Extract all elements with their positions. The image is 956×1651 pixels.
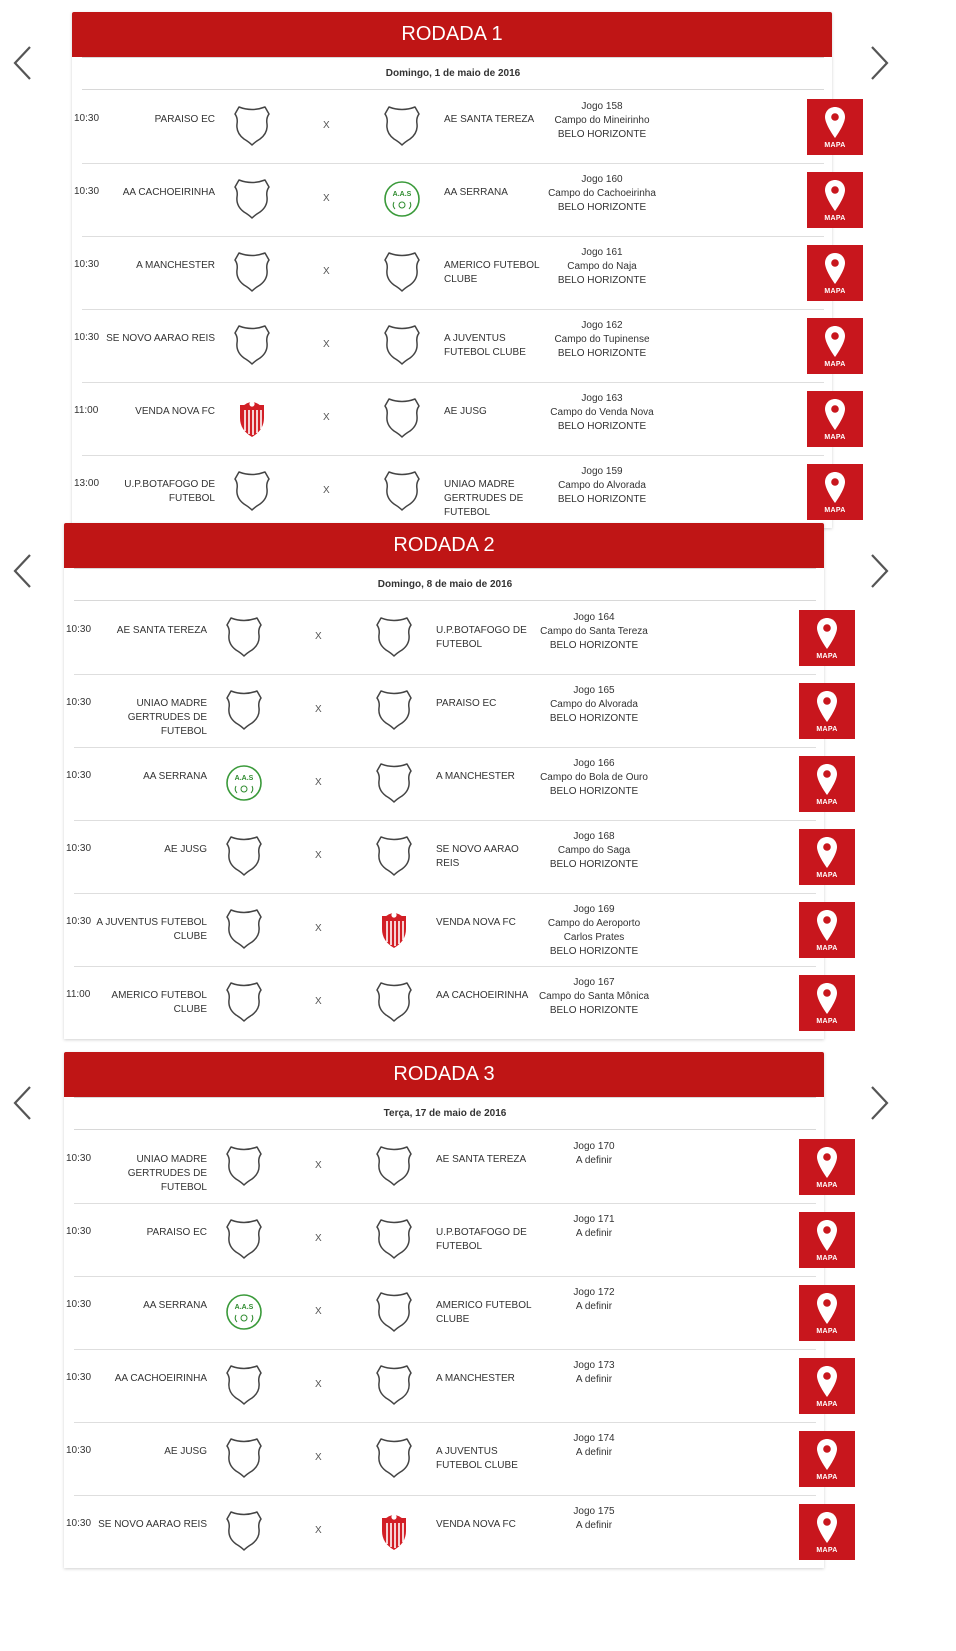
match-number: Jogo 165 xyxy=(573,685,615,696)
map-pin-icon xyxy=(823,106,847,140)
match-city: BELO HORIZONTE xyxy=(549,1005,639,1016)
map-pin-icon xyxy=(823,471,847,505)
away-team-name: SE NOVO AARAO REIS xyxy=(436,844,519,869)
match-time: 10:30 xyxy=(66,916,92,927)
versus-label: X xyxy=(315,1379,322,1390)
chevron-left-icon xyxy=(10,552,34,590)
match-info xyxy=(534,830,654,872)
round-date: Terça, 17 de maio de 2016 xyxy=(74,1097,816,1130)
match-venue: A definir xyxy=(575,1374,613,1385)
home-team-crest-icon xyxy=(224,1290,264,1334)
map-button-label: MAPA xyxy=(816,1017,838,1025)
away-team-crest-icon xyxy=(382,469,422,513)
map-button-label: MAPA xyxy=(824,506,846,514)
away-team-name: AE SANTA TEREZA xyxy=(444,114,535,125)
versus-label: X xyxy=(315,777,322,788)
home-team-crest-icon xyxy=(224,761,264,805)
map-button[interactable] xyxy=(807,99,863,155)
versus-label: X xyxy=(315,850,322,861)
map-button-label: MAPA xyxy=(824,433,846,441)
match-row xyxy=(72,90,846,163)
home-team-crest-icon xyxy=(232,469,272,513)
match-venue: Campo do Naja xyxy=(567,261,637,272)
map-button[interactable] xyxy=(799,1212,855,1268)
match-number: Jogo 167 xyxy=(573,977,615,988)
away-team-crest-icon xyxy=(374,980,414,1024)
match-info xyxy=(534,1213,654,1241)
home-team-name: AA SERRANA xyxy=(143,1300,207,1311)
home-team-name: AA CACHOEIRINHA xyxy=(122,187,215,198)
match-city: BELO HORIZONTE xyxy=(549,786,639,797)
match-row xyxy=(64,1422,838,1495)
map-button-label: MAPA xyxy=(816,871,838,879)
map-button[interactable] xyxy=(799,1358,855,1414)
match-time: 10:30 xyxy=(74,332,100,343)
match-row xyxy=(64,601,838,674)
match-time: 10:30 xyxy=(74,186,100,197)
match-info xyxy=(542,100,662,142)
match-row xyxy=(64,820,838,893)
match-number: Jogo 166 xyxy=(573,758,615,769)
svg-text:A.A.S: A.A.S xyxy=(392,191,412,198)
away-team-crest-icon xyxy=(374,1509,414,1553)
home-team-crest-icon xyxy=(224,615,264,659)
home-team-crest-icon xyxy=(224,1217,264,1261)
match-time: 10:30 xyxy=(66,1299,92,1310)
match-info xyxy=(534,1505,654,1533)
match-time: 10:30 xyxy=(74,113,100,124)
home-team-crest-icon xyxy=(224,688,264,732)
match-row xyxy=(64,674,838,747)
away-team-name: VENDA NOVA FC xyxy=(436,917,516,928)
match-venue: Campo do Santa Mônica xyxy=(538,991,650,1002)
match-city: BELO HORIZONTE xyxy=(549,640,639,651)
map-pin-icon xyxy=(815,1365,839,1399)
match-number: Jogo 163 xyxy=(581,393,623,404)
match-venue: A definir xyxy=(575,1228,613,1239)
map-button-label: MAPA xyxy=(824,214,846,222)
map-button-label: MAPA xyxy=(816,725,838,733)
map-pin-icon xyxy=(823,252,847,286)
map-pin-icon xyxy=(823,325,847,359)
map-button-label: MAPA xyxy=(816,944,838,952)
home-team-crest-icon xyxy=(224,1436,264,1480)
away-team-crest-icon xyxy=(382,104,422,148)
map-button-label: MAPA xyxy=(824,360,846,368)
home-team-crest-icon xyxy=(224,1144,264,1188)
map-button[interactable] xyxy=(807,245,863,301)
match-info xyxy=(534,1432,654,1460)
match-number: Jogo 170 xyxy=(573,1141,615,1152)
match-info xyxy=(534,1286,654,1314)
match-number: Jogo 164 xyxy=(573,612,615,623)
home-team-name: U.P.BOTAFOGO DE FUTEBOL xyxy=(124,479,215,504)
match-number: Jogo 169 xyxy=(573,904,615,915)
match-list xyxy=(64,601,838,1039)
match-info xyxy=(542,392,662,434)
map-button-label: MAPA xyxy=(816,1327,838,1335)
match-city: BELO HORIZONTE xyxy=(557,202,647,213)
away-team-name: AMERICO FUTEBOL CLUBE xyxy=(444,260,540,285)
map-pin-icon xyxy=(815,909,839,943)
away-team-crest-icon xyxy=(374,834,414,878)
next-round-arrow[interactable] xyxy=(868,552,892,590)
round-card xyxy=(72,12,846,528)
match-time: 11:00 xyxy=(66,989,91,1000)
match-time: 10:30 xyxy=(66,624,92,635)
match-city: BELO HORIZONTE xyxy=(557,494,647,505)
match-row xyxy=(72,163,846,236)
round-title: RODADA 2 xyxy=(64,523,824,568)
match-time: 10:30 xyxy=(66,1226,92,1237)
away-team-name: UNIAO MADRE GERTRUDES DE FUTEBOL xyxy=(444,479,524,518)
match-time: 10:30 xyxy=(66,1372,92,1383)
away-team-crest-icon xyxy=(374,615,414,659)
versus-label: X xyxy=(323,485,330,496)
home-team-name: AMERICO FUTEBOL CLUBE xyxy=(111,990,207,1015)
match-info xyxy=(542,173,662,215)
map-pin-icon xyxy=(815,617,839,651)
round-date: Domingo, 8 de maio de 2016 xyxy=(74,568,816,601)
chevron-left-icon xyxy=(10,44,34,82)
home-team-name: UNIAO MADRE GERTRUDES DE FUTEBOL xyxy=(127,1154,207,1193)
match-number: Jogo 159 xyxy=(581,466,623,477)
match-venue: Campo do Venda Nova xyxy=(550,407,654,418)
versus-label: X xyxy=(315,1233,322,1244)
home-team-name: AE JUSG xyxy=(164,1446,207,1457)
map-button-label: MAPA xyxy=(816,1473,838,1481)
match-city: BELO HORIZONTE xyxy=(549,859,639,870)
match-row xyxy=(64,893,838,966)
away-team-name: AE JUSG xyxy=(444,406,487,417)
map-button[interactable] xyxy=(799,975,855,1031)
match-info xyxy=(534,757,654,799)
away-team-name: A JUVENTUS FUTEBOL CLUBE xyxy=(444,333,526,358)
map-button[interactable] xyxy=(799,610,855,666)
previous-round-arrow[interactable] xyxy=(10,1084,34,1122)
match-venue: A definir xyxy=(575,1520,613,1531)
match-row xyxy=(64,1130,838,1203)
map-pin-icon xyxy=(815,1219,839,1253)
match-venue: Campo do Santa Tereza xyxy=(540,626,648,637)
away-team-crest-icon xyxy=(382,323,422,367)
match-venue: Campo do Bola de Ouro xyxy=(540,772,648,783)
home-team-name: UNIAO MADRE GERTRUDES DE FUTEBOL xyxy=(127,698,207,737)
away-team-name: AA SERRANA xyxy=(444,187,508,198)
match-number: Jogo 160 xyxy=(581,174,623,185)
match-row xyxy=(72,455,846,528)
map-button[interactable] xyxy=(807,464,863,520)
previous-round-arrow[interactable] xyxy=(10,44,34,82)
map-pin-icon xyxy=(815,1511,839,1545)
match-venue: A definir xyxy=(575,1447,613,1458)
away-team-crest-icon xyxy=(382,177,422,221)
map-button-label: MAPA xyxy=(816,798,838,806)
home-team-crest-icon xyxy=(224,1363,264,1407)
home-team-crest-icon xyxy=(224,907,264,951)
next-round-arrow[interactable] xyxy=(868,44,892,82)
away-team-crest-icon xyxy=(374,907,414,951)
map-button-label: MAPA xyxy=(824,141,846,149)
map-button-label: MAPA xyxy=(816,1254,838,1262)
map-button[interactable] xyxy=(807,391,863,447)
home-team-crest-icon xyxy=(232,177,272,221)
versus-label: X xyxy=(315,1160,322,1171)
match-number: Jogo 168 xyxy=(573,831,615,842)
match-venue: Campo do Aeroporto Carlos Prates xyxy=(547,918,641,943)
match-row xyxy=(64,1203,838,1276)
match-number: Jogo 158 xyxy=(581,101,623,112)
chevron-right-icon xyxy=(868,1084,892,1122)
match-info xyxy=(534,1359,654,1387)
home-team-crest-icon xyxy=(232,323,272,367)
match-time: 10:30 xyxy=(66,1153,92,1164)
away-team-name: A JUVENTUS FUTEBOL CLUBE xyxy=(436,1446,518,1471)
away-team-name: U.P.BOTAFOGO DE FUTEBOL xyxy=(436,625,527,650)
match-number: Jogo 162 xyxy=(581,320,623,331)
map-button[interactable] xyxy=(799,1504,855,1560)
match-row xyxy=(72,382,846,455)
match-info xyxy=(534,1140,654,1168)
versus-label: X xyxy=(315,704,322,715)
match-row xyxy=(64,1495,838,1568)
match-time: 10:30 xyxy=(66,1445,92,1456)
map-pin-icon xyxy=(823,179,847,213)
versus-label: X xyxy=(323,266,330,277)
match-row xyxy=(72,309,846,382)
versus-label: X xyxy=(323,193,330,204)
away-team-crest-icon xyxy=(374,1363,414,1407)
away-team-name: AMERICO FUTEBOL CLUBE xyxy=(436,1300,532,1325)
round-date: Domingo, 1 de maio de 2016 xyxy=(82,57,824,90)
home-team-name: AA SERRANA xyxy=(143,771,207,782)
chevron-right-icon xyxy=(868,44,892,82)
match-row xyxy=(64,966,838,1039)
match-venue: Campo do Cachoeirinha xyxy=(548,188,656,199)
versus-label: X xyxy=(315,923,322,934)
match-number: Jogo 171 xyxy=(573,1214,615,1225)
match-info xyxy=(542,246,662,288)
home-team-name: PARAISO EC xyxy=(154,114,215,125)
match-list xyxy=(72,90,846,528)
home-team-crest-icon xyxy=(232,396,272,440)
map-pin-icon xyxy=(815,690,839,724)
home-team-name: AE SANTA TEREZA xyxy=(116,625,207,636)
match-number: Jogo 175 xyxy=(573,1506,615,1517)
away-team-name: AE SANTA TEREZA xyxy=(436,1154,527,1165)
away-team-crest-icon xyxy=(382,250,422,294)
match-info xyxy=(534,903,654,959)
match-row xyxy=(64,1349,838,1422)
match-venue: Campo do Mineirinho xyxy=(554,115,650,126)
home-team-name: AE JUSG xyxy=(164,844,207,855)
map-button[interactable] xyxy=(807,172,863,228)
previous-round-arrow[interactable] xyxy=(10,552,34,590)
map-button-label: MAPA xyxy=(816,652,838,660)
map-button[interactable] xyxy=(807,318,863,374)
match-info xyxy=(534,976,654,1018)
home-team-name: SE NOVO AARAO REIS xyxy=(106,333,215,344)
match-city: BELO HORIZONTE xyxy=(549,713,639,724)
match-number: Jogo 174 xyxy=(573,1433,615,1444)
match-time: 11:00 xyxy=(74,405,99,416)
match-row xyxy=(64,1276,838,1349)
next-round-arrow[interactable] xyxy=(868,1084,892,1122)
match-info xyxy=(534,611,654,653)
versus-label: X xyxy=(315,1306,322,1317)
versus-label: X xyxy=(315,631,322,642)
match-info xyxy=(542,319,662,361)
match-info xyxy=(534,684,654,726)
away-team-name: PARAISO EC xyxy=(436,698,497,709)
map-button[interactable] xyxy=(799,1285,855,1341)
map-button[interactable] xyxy=(799,683,855,739)
map-button[interactable] xyxy=(799,829,855,885)
match-city: BELO HORIZONTE xyxy=(557,348,647,359)
away-team-name: VENDA NOVA FC xyxy=(436,1519,516,1530)
home-team-crest-icon xyxy=(232,250,272,294)
away-team-crest-icon xyxy=(374,1217,414,1261)
home-team-name: A MANCHESTER xyxy=(136,260,215,271)
map-button[interactable] xyxy=(799,1139,855,1195)
match-row xyxy=(72,236,846,309)
home-team-name: AA CACHOEIRINHA xyxy=(114,1373,207,1384)
map-pin-icon xyxy=(823,398,847,432)
map-button-label: MAPA xyxy=(816,1400,838,1408)
away-team-crest-icon xyxy=(374,1436,414,1480)
map-pin-icon xyxy=(815,982,839,1016)
away-team-crest-icon xyxy=(374,761,414,805)
round-card xyxy=(64,1052,838,1568)
match-time: 10:30 xyxy=(66,1518,92,1529)
versus-label: X xyxy=(323,339,330,350)
home-team-name: VENDA NOVA FC xyxy=(135,406,215,417)
match-venue: A definir xyxy=(575,1301,613,1312)
away-team-name: U.P.BOTAFOGO DE FUTEBOL xyxy=(436,1227,527,1252)
match-time: 10:30 xyxy=(66,843,92,854)
match-list xyxy=(64,1130,838,1568)
match-row xyxy=(64,747,838,820)
chevron-right-icon xyxy=(868,552,892,590)
match-city: BELO HORIZONTE xyxy=(549,946,639,957)
match-info xyxy=(542,465,662,507)
home-team-crest-icon xyxy=(224,1509,264,1553)
home-team-name: PARAISO EC xyxy=(146,1227,207,1238)
map-pin-icon xyxy=(815,1146,839,1180)
map-button-label: MAPA xyxy=(816,1181,838,1189)
match-city: BELO HORIZONTE xyxy=(557,275,647,286)
round-title: RODADA 1 xyxy=(72,12,832,57)
versus-label: X xyxy=(315,1525,322,1536)
svg-text:A.A.S: A.A.S xyxy=(234,1304,254,1311)
versus-label: X xyxy=(323,120,330,131)
away-team-crest-icon xyxy=(382,396,422,440)
home-team-name: A JUVENTUS FUTEBOL CLUBE xyxy=(96,917,207,942)
match-time: 10:30 xyxy=(74,259,100,270)
match-city: BELO HORIZONTE xyxy=(557,129,647,140)
match-number: Jogo 173 xyxy=(573,1360,615,1371)
away-team-name: A MANCHESTER xyxy=(436,771,515,782)
map-pin-icon xyxy=(815,836,839,870)
match-time: 10:30 xyxy=(66,697,92,708)
map-button[interactable] xyxy=(799,1431,855,1487)
chevron-left-icon xyxy=(10,1084,34,1122)
round-title: RODADA 3 xyxy=(64,1052,824,1097)
match-venue: Campo do Saga xyxy=(557,845,631,856)
svg-text:A.A.S: A.A.S xyxy=(234,775,254,782)
away-team-crest-icon xyxy=(374,1290,414,1334)
map-button[interactable] xyxy=(799,902,855,958)
home-team-crest-icon xyxy=(224,980,264,1024)
match-city: BELO HORIZONTE xyxy=(557,421,647,432)
away-team-crest-icon xyxy=(374,688,414,732)
versus-label: X xyxy=(323,412,330,423)
away-team-crest-icon xyxy=(374,1144,414,1188)
map-button-label: MAPA xyxy=(816,1546,838,1554)
match-time: 10:30 xyxy=(66,770,92,781)
match-time: 13:00 xyxy=(74,478,100,489)
versus-label: X xyxy=(315,996,322,1007)
map-button[interactable] xyxy=(799,756,855,812)
map-pin-icon xyxy=(815,763,839,797)
match-venue: A definir xyxy=(575,1155,613,1166)
match-number: Jogo 161 xyxy=(581,247,623,258)
away-team-name: AA CACHOEIRINHA xyxy=(436,990,529,1001)
away-team-name: A MANCHESTER xyxy=(436,1373,515,1384)
match-number: Jogo 172 xyxy=(573,1287,615,1298)
map-button-label: MAPA xyxy=(824,287,846,295)
match-venue: Campo do Tupinense xyxy=(554,334,650,345)
map-pin-icon xyxy=(815,1292,839,1326)
map-pin-icon xyxy=(815,1438,839,1472)
versus-label: X xyxy=(315,1452,322,1463)
home-team-name: SE NOVO AARAO REIS xyxy=(98,1519,207,1530)
home-team-crest-icon xyxy=(224,834,264,878)
match-venue: Campo do Alvorada xyxy=(558,480,646,491)
round-card xyxy=(64,523,838,1039)
match-venue: Campo do Alvorada xyxy=(550,699,638,710)
home-team-crest-icon xyxy=(232,104,272,148)
